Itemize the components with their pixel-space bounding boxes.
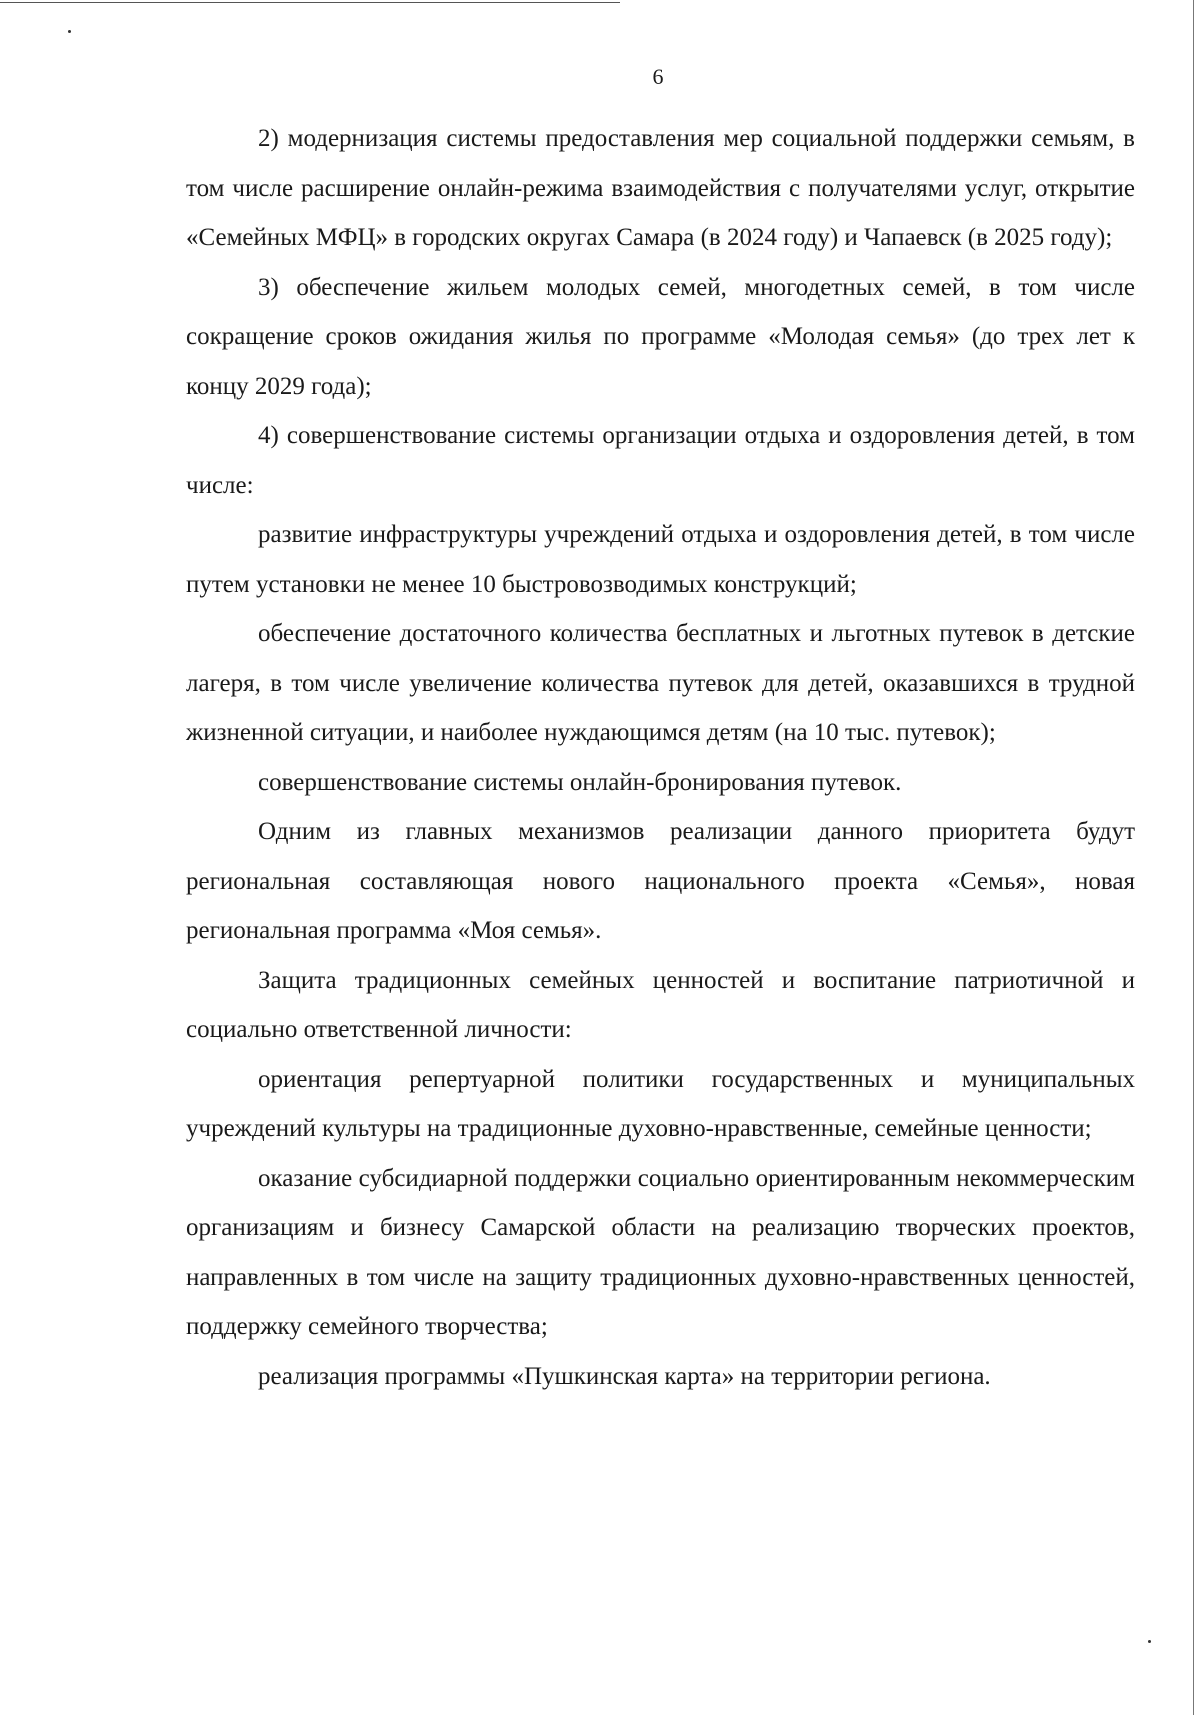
paragraph: Защита традиционных семейных ценностей и воспитание патриотичной и социально ответственной личности:: [186, 966, 1135, 1043]
paragraph: совершенствование системы онлайн-бронирования путевок.: [258, 768, 902, 796]
paragraph: реализация программы «Пушкинская карта» на территории региона.: [258, 1362, 991, 1390]
scan-border-top: [0, 2, 620, 3]
paragraph: оказание субсидиарной поддержки социально ориентированным некоммерческим организациям и бизнесу Самарской области на реализацию творческих проектов, направленных в том числе на защиту традиционных духовно-нравственных ценностей, поддержку семейного творчества;: [186, 1164, 1135, 1340]
scan-speck: [68, 30, 71, 33]
paragraph: развитие инфраструктуры учреждений отдыха и оздоровления детей, в том числе путем установки не менее 10 быстровозводимых конструкций;: [186, 521, 1135, 598]
scan-speck: [1148, 1640, 1151, 1643]
scan-border-right: [1193, 0, 1194, 1715]
paragraph: ориентация репертуарной политики государственных и муниципальных учреждений культуры на традиционные духовно-нравственные, семейные ценности;: [186, 1065, 1135, 1142]
paragraph: 3) обеспечение жильем молодых семей, многодетных семей, в том числе сокращение сроков ожидания жилья по программе «Молодая семья» (до трех лет к концу 2029 года);: [186, 273, 1135, 400]
document-body: [186, 114, 1135, 1401]
paragraph: 2) модернизация системы предоставления мер социальной поддержки семьям, в том числе расширение онлайн-режима взаимодействия с получателями услуг, открытие «Семейных МФЦ» в городских округах Самара (в 2024 году) и Чапаевск (в 2025 году);: [186, 125, 1135, 251]
paragraph: обеспечение достаточного количества бесплатных и льготных путевок в детские лагеря, в том числе увеличение количества путевок для детей, оказавшихся в трудной жизненной ситуации, и наиболее нуждающимся детям (на 10 тыс. путевок);: [186, 620, 1135, 746]
page-number: 6: [652, 64, 664, 89]
paragraph: 4) совершенствование системы организации отдыха и оздоровления детей, в том числе:: [186, 422, 1135, 499]
paragraph: Одним из главных механизмов реализации данного приоритета будут региональная составляющая нового национального проекта «Семья», новая региональная программа «Моя семья».: [186, 818, 1135, 944]
